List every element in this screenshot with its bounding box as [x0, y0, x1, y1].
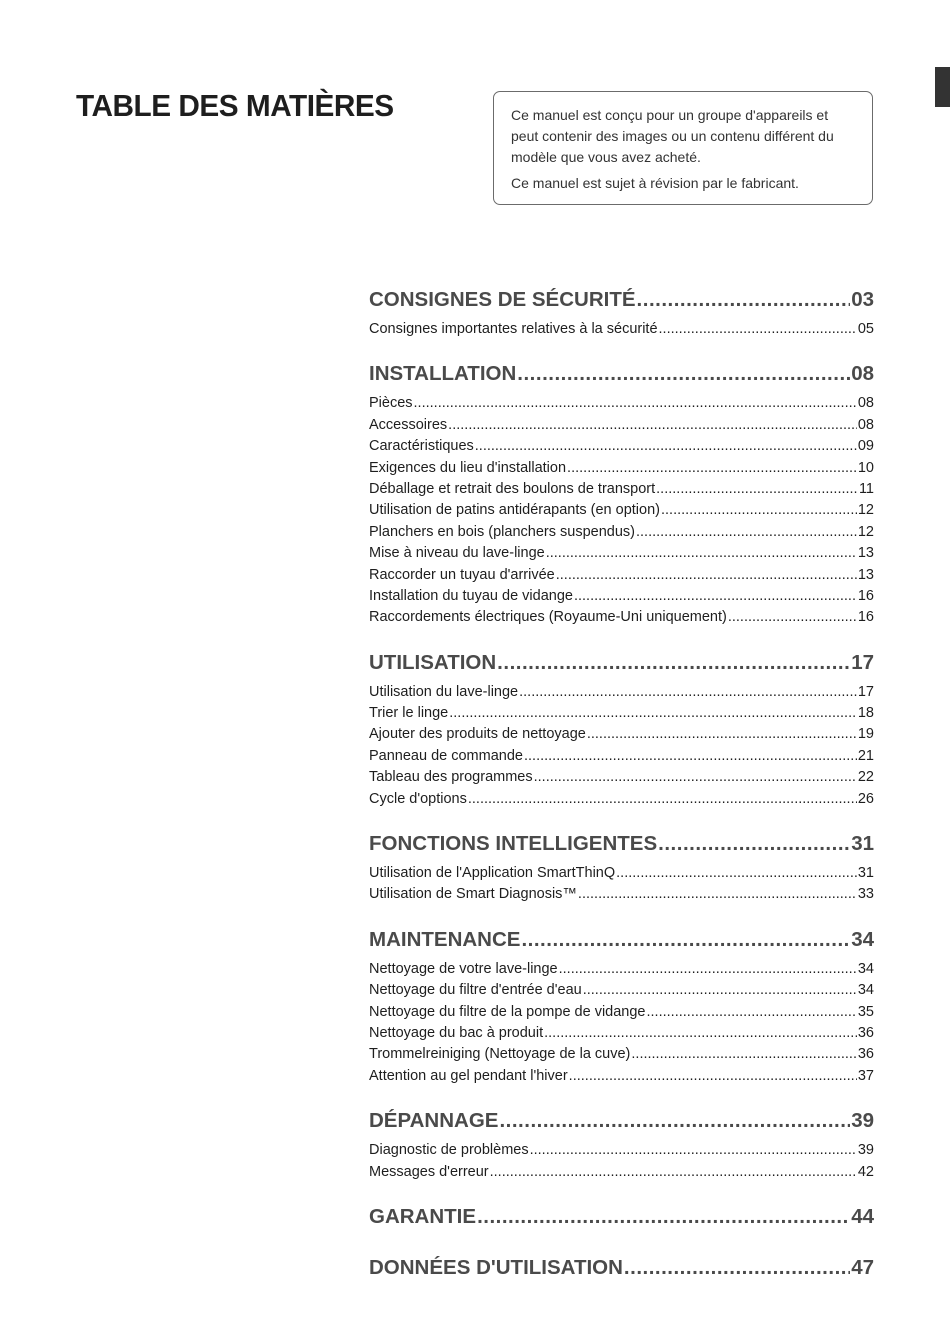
dot-leader — [637, 288, 851, 312]
toc-section-heading[interactable] — [369, 1205, 874, 1236]
toc-entry[interactable] — [369, 886, 874, 907]
toc-entry-page: 42 — [857, 1163, 874, 1180]
toc-section — [369, 928, 874, 1089]
dot-leader — [659, 321, 857, 337]
toc-entry-label: Nettoyage du filtre de la pompe de vidange — [369, 1003, 646, 1020]
toc-entry[interactable] — [369, 545, 874, 566]
toc-entry-label: Utilisation de l'Application SmartThinQ — [369, 865, 616, 882]
toc-entry-page: 10 — [857, 459, 874, 476]
toc-entry[interactable] — [369, 982, 874, 1003]
dot-leader — [497, 651, 850, 675]
toc-section-title: DONNÉES D'UTILISATION — [369, 1255, 623, 1279]
toc-entry[interactable] — [369, 438, 874, 459]
toc-item-list — [369, 684, 874, 812]
dot-leader — [530, 1142, 857, 1158]
toc-entry[interactable] — [369, 769, 874, 790]
toc-section-heading[interactable] — [369, 362, 874, 393]
toc-entry-label: Utilisation de Smart Diagnosis™ — [369, 886, 577, 903]
toc-section-heading[interactable] — [369, 651, 874, 682]
chapter-tab-marker — [935, 67, 950, 107]
dot-leader — [521, 928, 850, 952]
dot-leader — [544, 1025, 857, 1041]
dot-leader — [477, 1205, 850, 1229]
toc-section — [369, 288, 874, 342]
toc-entry-label: Cycle d'options — [369, 790, 467, 807]
toc-entry-page: 09 — [857, 438, 874, 455]
toc-entry-page: 08 — [857, 416, 874, 433]
toc-section-title: UTILISATION — [369, 650, 497, 674]
dot-leader — [574, 588, 857, 604]
toc-entry-page: 16 — [857, 609, 874, 626]
dot-leader — [534, 769, 857, 785]
toc-entry[interactable] — [369, 705, 874, 726]
toc-entry[interactable] — [369, 502, 874, 523]
toc-entry-page: 31 — [857, 865, 874, 882]
toc-entry[interactable] — [369, 865, 874, 886]
toc-section-heading[interactable] — [369, 1256, 874, 1287]
toc-entry-page: 36 — [857, 1046, 874, 1063]
dot-leader — [661, 502, 857, 518]
toc-entry-page: 33 — [857, 886, 874, 903]
toc-entry-label: Trommelreiniging (Nettoyage de la cuve) — [369, 1046, 631, 1063]
toc-entry[interactable] — [369, 524, 874, 545]
toc-entry[interactable] — [369, 1025, 874, 1046]
toc-entry-label: Attention au gel pendant l'hiver — [369, 1067, 568, 1084]
toc-entry-page: 16 — [857, 587, 874, 604]
dot-leader — [559, 961, 857, 977]
notice-box — [493, 91, 873, 205]
toc-section-heading[interactable] — [369, 288, 874, 319]
toc-entry-page: 22 — [857, 769, 874, 786]
toc-entry-page: 19 — [857, 726, 874, 743]
dot-leader — [647, 1004, 857, 1020]
dot-leader — [636, 524, 857, 540]
dot-leader — [519, 684, 857, 700]
toc-entry-label: Exigences du lieu d'installation — [369, 459, 567, 476]
toc-entry[interactable] — [369, 588, 874, 609]
toc-entry[interactable] — [369, 567, 874, 588]
toc-entry-label: Tableau des programmes — [369, 769, 533, 786]
notice-text: Ce manuel est sujet à révision par le fabricant. — [511, 175, 799, 191]
toc-section-page: 47 — [851, 1255, 874, 1279]
toc-entry-page: 39 — [857, 1142, 874, 1159]
toc-entry[interactable] — [369, 395, 874, 416]
toc-entry-page: 12 — [857, 523, 874, 540]
toc-entry[interactable] — [369, 1046, 874, 1067]
dot-leader — [468, 791, 857, 807]
toc-entry[interactable] — [369, 609, 874, 630]
toc-section-heading[interactable] — [369, 1109, 874, 1140]
toc-entry-page: 13 — [857, 566, 874, 583]
toc-entry-page: 34 — [857, 960, 874, 977]
toc-entry[interactable] — [369, 961, 874, 982]
toc-entry[interactable] — [369, 684, 874, 705]
dot-leader — [414, 395, 857, 411]
toc-entry-label: Ajouter des produits de nettoyage — [369, 726, 586, 743]
dot-leader — [583, 982, 857, 998]
dot-leader — [524, 748, 857, 764]
toc-section-title: GARANTIE — [369, 1204, 477, 1228]
toc-item-list — [369, 865, 874, 908]
toc-section-page: 34 — [851, 927, 874, 951]
toc-section-page: 44 — [851, 1204, 874, 1228]
toc-entry[interactable] — [369, 791, 874, 812]
toc-entry-label: Panneau de commande — [369, 747, 523, 764]
toc-entry-page: 18 — [857, 705, 874, 722]
toc-entry-label: Mise à niveau du lave-linge — [369, 545, 545, 562]
dot-leader — [728, 609, 857, 625]
toc-entry-page: 11 — [858, 480, 874, 497]
toc-item-list — [369, 1142, 874, 1185]
toc-entry[interactable] — [369, 1004, 874, 1025]
toc-section — [369, 362, 874, 630]
toc-entry[interactable] — [369, 748, 874, 769]
toc-entry-label: Raccorder un tuyau d'arrivée — [369, 566, 555, 583]
dot-leader — [475, 438, 857, 454]
toc-entry-page: 36 — [857, 1024, 874, 1041]
toc-section-heading[interactable] — [369, 928, 874, 959]
toc-section-page: 31 — [851, 832, 874, 856]
toc-entry-label: Utilisation du lave-linge — [369, 683, 519, 700]
notice-text: Ce manuel est conçu pour un groupe d'appareils et peut contenir des images ou un contenu différent du modèle que vous avez acheté. — [511, 107, 834, 165]
toc-entry-page: 08 — [857, 395, 874, 412]
toc-entry-page: 34 — [857, 982, 874, 999]
dot-leader — [624, 1256, 850, 1280]
toc-entry-label: Raccordements électriques (Royaume-Uni uniquement) — [369, 609, 727, 626]
toc-section-page: 39 — [851, 1109, 874, 1133]
toc-entry-label: Diagnostic de problèmes — [369, 1142, 529, 1159]
toc-section — [369, 1205, 874, 1236]
dot-leader — [517, 362, 850, 386]
toc-section-title: DÉPANNAGE — [369, 1109, 499, 1133]
toc-section-title: FONCTIONS INTELLIGENTES — [369, 832, 658, 856]
dot-leader — [616, 865, 857, 881]
toc-section-page: 03 — [851, 288, 874, 311]
toc-entry-label: Consignes importantes relatives à la sécurité — [369, 321, 658, 337]
toc-entry-label: Installation du tuyau de vidange — [369, 587, 573, 604]
toc-item-list — [369, 961, 874, 1089]
toc-entry-label: Utilisation de patins antidérapants (en option) — [369, 502, 660, 519]
toc-entry-label: Planchers en bois (planchers suspendus) — [369, 523, 635, 540]
toc-entry[interactable] — [369, 321, 874, 342]
toc-entry-label: Déballage et retrait des boulons de transport — [369, 480, 656, 497]
dot-leader — [546, 545, 857, 561]
toc-entry-page: 37 — [857, 1067, 874, 1084]
toc-entry-label: Caractéristiques — [369, 438, 474, 455]
toc-section — [369, 1109, 874, 1185]
toc-section — [369, 1256, 874, 1287]
page-title: TABLE DES MATIÈRES — [76, 88, 394, 123]
toc-section — [369, 832, 874, 908]
table-of-contents — [369, 288, 874, 1307]
toc-section-title: MAINTENANCE — [369, 927, 521, 951]
toc-entry-label: Accessoires — [369, 416, 448, 433]
dot-leader — [631, 1046, 856, 1062]
toc-entry-page: 17 — [857, 683, 874, 700]
toc-section-title: INSTALLATION — [369, 362, 517, 386]
toc-entry-label: Nettoyage de votre lave-linge — [369, 960, 558, 977]
toc-section-title: CONSIGNES DE SÉCURITÉ — [369, 288, 636, 311]
toc-entry[interactable] — [369, 460, 874, 481]
toc-entry-page: 05 — [857, 321, 874, 337]
toc-section-heading[interactable] — [369, 832, 874, 863]
toc-section — [369, 651, 874, 812]
dot-leader — [567, 460, 857, 476]
toc-entry[interactable] — [369, 1142, 874, 1163]
toc-section-page: 17 — [851, 650, 874, 674]
dot-leader — [556, 567, 857, 583]
dot-leader — [449, 705, 857, 721]
toc-entry-label: Trier le linge — [369, 705, 449, 722]
dot-leader — [490, 1164, 857, 1180]
dot-leader — [578, 886, 857, 902]
toc-item-list — [369, 395, 874, 630]
toc-entry-page: 12 — [857, 502, 874, 519]
dot-leader — [569, 1068, 857, 1084]
toc-entry-page: 21 — [857, 747, 874, 764]
toc-entry[interactable] — [369, 417, 874, 438]
dot-leader — [658, 832, 850, 856]
toc-entry-label: Pièces — [369, 395, 413, 412]
dot-leader — [656, 481, 858, 497]
toc-entry-page: 35 — [857, 1003, 874, 1020]
toc-entry[interactable] — [369, 726, 874, 747]
toc-section-page: 08 — [851, 362, 874, 386]
toc-entry-label: Nettoyage du bac à produit — [369, 1024, 544, 1041]
toc-entry-page: 26 — [857, 790, 874, 807]
dot-leader — [499, 1109, 850, 1133]
toc-entry[interactable] — [369, 1068, 874, 1089]
toc-entry[interactable] — [369, 1164, 874, 1185]
dot-leader — [587, 726, 857, 742]
toc-entry-label: Messages d'erreur — [369, 1163, 489, 1180]
toc-entry-label: Nettoyage du filtre d'entrée d'eau — [369, 982, 582, 999]
toc-item-list — [369, 321, 874, 342]
toc-entry-page: 13 — [857, 545, 874, 562]
toc-entry[interactable] — [369, 481, 874, 502]
dot-leader — [448, 417, 857, 433]
